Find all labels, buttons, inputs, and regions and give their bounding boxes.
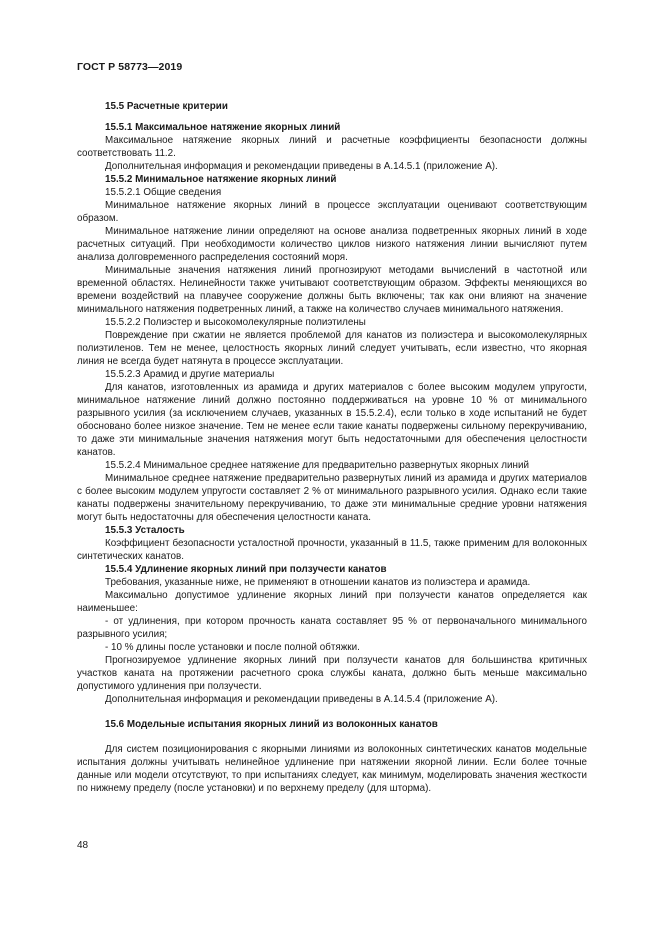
clause-heading-15-5-2-2: 15.5.2.2 Полиэстер и высокомолекулярные полиэтилены (105, 317, 366, 328)
list-item: - 10 % длины после установки и после полной обтяжки. (105, 642, 360, 653)
paragraph: Прогнозируемое удлинение якорных линий при ползучести канатов для большинства критичных участков каната на протяжении расчетного срока службы каната, должно быть меньше максимально допустимого удлинения при ползучести. (77, 655, 587, 692)
paragraph: Минимальное среднее натяжение предварительно развернутых линий из арамида и других материалов с более высоким модулем упругости составляет 2 % от минимального разрывного усилия. Однако если такие канаты подвержены значительному перекручиванию, то даже эти минимальные средние уровни натяжения могут быть недостаточны для обеспечения целостности каната. (77, 473, 587, 523)
document-header: ГОСТ Р 58773—2019 (77, 61, 183, 73)
paragraph: Максимально допустимое удлинение якорных линий при ползучести канатов определяется как наименьшее: (77, 590, 587, 614)
paragraph: Минимальное натяжение линии определяют на основе анализа подветренных якорных линий в ходе расчетных ситуаций. При необходимости количество циклов низкого натяжения линии вычисляют путем анализа долговременного распределения состояний моря. (77, 226, 587, 263)
paragraph: Требования, указанные ниже, не применяют в отношении канатов из полиэстера и арамида. (105, 577, 531, 588)
paragraph: Для канатов, изготовленных из арамида и других материалов с более высоким модулем упругости, минимальное натяжение линий должно постоянно поддерживаться на уровне 10 % от минимального разрывного усилия (за исключением случаев, указанных в 15.5.2.4), если только в ходе испытаний не будет обосновано более низкое значение. Тем не менее если такие канаты подвержены сильному перекручиванию, то даже эти минимальные значения натяжения могут быть недостаточными для обеспечения целостности канатов. (77, 382, 587, 458)
document-body (77, 92, 587, 795)
paragraph: Минимальное натяжение якорных линий в процессе эксплуатации оценивают соответствующим образом. (77, 200, 587, 224)
list-item: - от удлинения, при котором прочность каната составляет 95 % от первоначального минимального разрывного усилия; (77, 616, 587, 640)
paragraph: Коэффициент безопасности усталостной прочности, указанный в 11.5, также применим для волоконных синтетических канатов. (77, 538, 587, 562)
paragraph: Для систем позиционирования с якорными линиями из волоконных синтетических канатов модельные испытания должны учитывать нелинейное удлинение при натяжении якорной линии. Если более точные данные или модели отсутствуют, то при испытаниях следует, как минимум, моделировать значения жесткости по нижнему пределу (после установки) и по верхнему пределу (для шторма). (77, 744, 587, 794)
clause-heading-15-5-2-1: 15.5.2.1 Общие сведения (105, 187, 222, 198)
paragraph: Дополнительная информация и рекомендации приведены в А.14.5.4 (приложение А). (105, 694, 498, 705)
paragraph: Дополнительная информация и рекомендации приведены в А.14.5.1 (приложение А). (105, 161, 498, 172)
section-heading-15-5: 15.5 Расчетные критерии (105, 101, 228, 112)
section-heading-15-6: 15.6 Модельные испытания якорных линий из волоконных канатов (105, 719, 438, 730)
paragraph: Минимальные значения натяжения линий прогнозируют методами вычислений в частотной или временной областях. Нелинейности также учитывают соответствующим образом. Эффекты меняющихся во времени воздействий на плавучее сооружение должны быть включены; так как они влияют на значение минимального натяжения подветренных линий, а также на количество случаев минимального натяжения. (77, 265, 587, 315)
subsection-heading-15-5-1: 15.5.1 Максимальное натяжение якорных линий (105, 122, 341, 133)
page-number: 48 (77, 840, 89, 851)
subsection-heading-15-5-2: 15.5.2 Минимальное натяжение якорных линий (105, 174, 337, 185)
subsection-heading-15-5-4: 15.5.4 Удлинение якорных линий при ползучести канатов (105, 564, 387, 575)
paragraph: Максимальное натяжение якорных линий и расчетные коэффициенты безопасности должны соответствовать 11.2. (77, 135, 587, 159)
paragraph: Повреждение при сжатии не является проблемой для канатов из полиэстера и высокомолекулярных полиэтиленов. Тем не менее, целостность якорных линий следует учитывать, если известно, что якорная линия не всегда будет натянута в процессе эксплуатации. (77, 330, 587, 367)
clause-heading-15-5-2-4: 15.5.2.4 Минимальное среднее натяжение для предварительно развернутых якорных линий (105, 460, 529, 471)
clause-heading-15-5-2-3: 15.5.2.3 Арамид и другие материалы (105, 369, 275, 380)
subsection-heading-15-5-3: 15.5.3 Усталость (105, 525, 185, 536)
